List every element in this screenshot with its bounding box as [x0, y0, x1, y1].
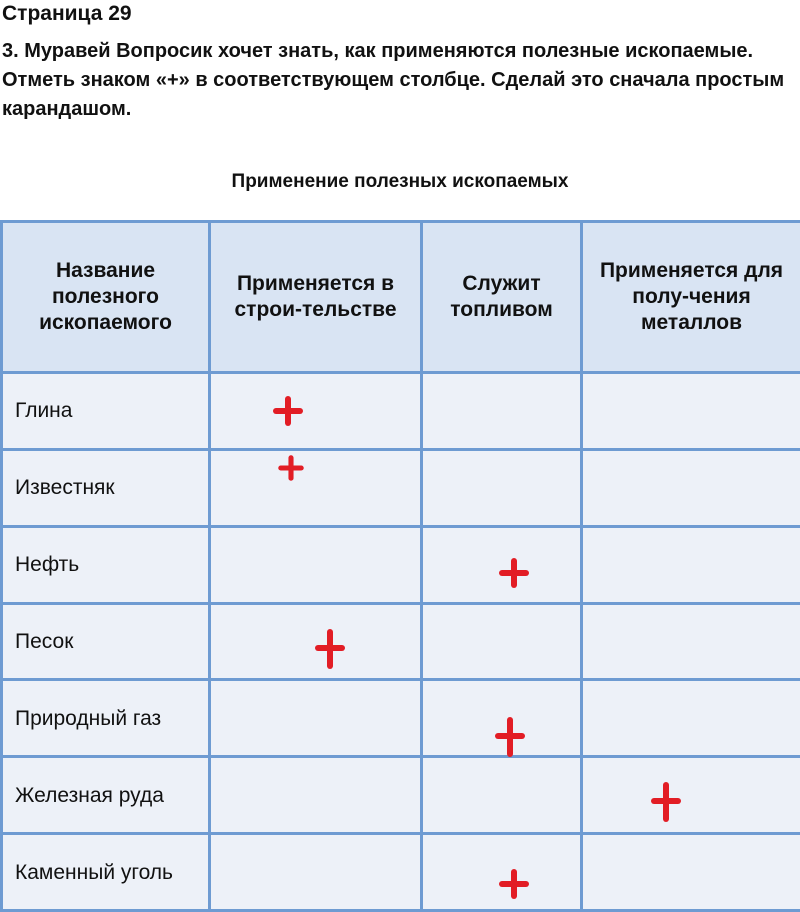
table-title: Применение полезных ископаемых [231, 171, 569, 192]
cell-fuel[interactable] [422, 834, 582, 911]
plus-mark [278, 455, 304, 481]
mineral-name: Известняк [2, 449, 210, 526]
cell-construction[interactable] [210, 680, 422, 757]
cell-construction[interactable] [210, 603, 422, 680]
mineral-name: Песок [2, 603, 210, 680]
table-header-row [2, 222, 800, 373]
page-number: Страница 29 [2, 2, 132, 25]
cell-metals[interactable] [582, 680, 800, 757]
cell-construction[interactable] [210, 757, 422, 834]
plus-mark [499, 558, 529, 588]
table-row [2, 526, 800, 603]
plus-mark [273, 396, 303, 426]
table-row [2, 680, 800, 757]
cell-fuel[interactable] [422, 603, 582, 680]
table-row [2, 757, 800, 834]
cell-metals[interactable] [582, 603, 800, 680]
table-row [2, 449, 800, 526]
cell-fuel[interactable] [422, 526, 582, 603]
cell-fuel[interactable] [422, 757, 582, 834]
mineral-name: Каменный уголь [2, 834, 210, 911]
plus-mark [315, 633, 345, 663]
mineral-name: Нефть [2, 526, 210, 603]
cell-metals[interactable] [582, 526, 800, 603]
table-row [2, 603, 800, 680]
header-metals: Применяется для полу-чения металлов [582, 222, 800, 373]
cell-fuel[interactable] [422, 680, 582, 757]
mineral-name: Глина [2, 373, 210, 450]
cell-metals[interactable] [582, 373, 800, 450]
cell-metals[interactable] [582, 449, 800, 526]
cell-fuel[interactable] [422, 373, 582, 450]
header-fuel: Служит топливом [422, 222, 582, 373]
mineral-name: Железная руда [2, 757, 210, 834]
cell-metals[interactable] [582, 757, 800, 834]
cell-construction[interactable] [210, 526, 422, 603]
task-text: 3. Муравей Вопросик хочет знать, как применяются полезные ископаемые. Отметь знаком «+» в соответствующем столбце. Сделай это сначала простым карандашом. [2, 40, 785, 120]
table-row [2, 834, 800, 911]
cell-construction[interactable] [210, 834, 422, 911]
mineral-name: Природный газ [2, 680, 210, 757]
table-row [2, 373, 800, 450]
header-mineral-name: Название полезного ископаемого [2, 222, 210, 373]
cell-construction[interactable] [210, 373, 422, 450]
cell-metals[interactable] [582, 834, 800, 911]
cell-fuel[interactable] [422, 449, 582, 526]
plus-mark [651, 786, 681, 816]
cell-construction[interactable] [210, 449, 422, 526]
header-construction: Применяется в строи-тельстве [210, 222, 422, 373]
minerals-table [0, 220, 800, 912]
plus-mark [499, 869, 529, 899]
plus-mark [495, 721, 525, 751]
